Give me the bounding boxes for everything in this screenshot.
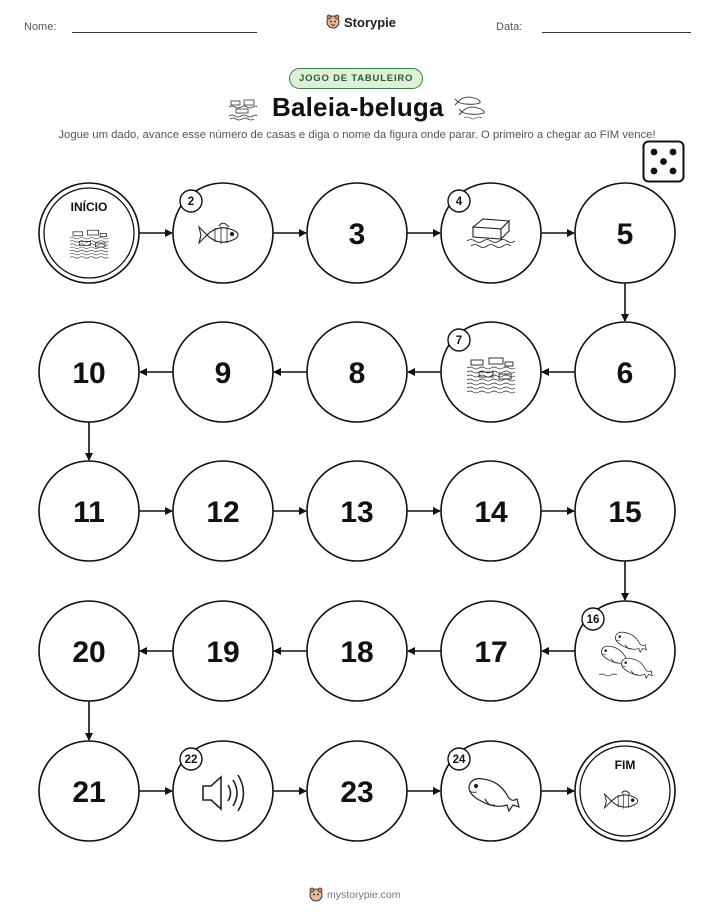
end-label: FIM: [614, 758, 636, 772]
board-space-17: [441, 601, 541, 701]
space-number: 6: [616, 357, 634, 390]
storypie-mascot-icon: [309, 887, 323, 903]
board-space-23: [307, 741, 407, 841]
board-space-6: [575, 322, 675, 422]
board-space-4: [441, 183, 541, 283]
board-space-13: [307, 461, 407, 561]
start-label: INÍCIO: [70, 200, 108, 214]
board-space-21: [39, 741, 139, 841]
board-space-7: [441, 322, 541, 422]
board-space-22: [173, 741, 273, 841]
board-space-18: [307, 601, 407, 701]
space-number: 19: [206, 636, 240, 669]
space-number: 9: [214, 357, 232, 390]
footer-url: mystorypie.com: [327, 889, 401, 901]
space-number-badge: 22: [184, 754, 198, 766]
space-number: 15: [608, 496, 642, 529]
brand-name: Storypie: [344, 14, 397, 30]
board-space-11: [39, 461, 139, 561]
space-number-badge: 7: [455, 335, 463, 347]
board-space-3: [307, 183, 407, 283]
board-space-25: [575, 741, 675, 841]
space-number: 3: [348, 218, 366, 251]
space-number: 12: [206, 496, 240, 529]
space-number: 13: [340, 496, 374, 529]
space-number: 14: [474, 496, 508, 529]
footer-brand: [309, 887, 401, 903]
board-space-9: [173, 322, 273, 422]
board-space-2: [173, 183, 273, 283]
board-space-1: [39, 183, 139, 283]
space-number: 11: [73, 496, 105, 529]
page-title: Baleia-beluga: [272, 92, 444, 122]
instructions: Jogue um dado, avance esse número de casas e diga o nome da figura onde parar. O primeiro a chegar ao FIM vence!: [58, 129, 656, 141]
board-space-12: [173, 461, 273, 561]
space-number-badge: 24: [452, 754, 466, 766]
space-number: 17: [474, 636, 508, 669]
game-type-badge: JOGO DE TABULEIRO: [289, 68, 423, 89]
board-space-8: [307, 322, 407, 422]
space-number: 21: [72, 776, 106, 809]
board-space-10: [39, 322, 139, 422]
board-space-19: [173, 601, 273, 701]
space-number-badge: 4: [455, 196, 463, 208]
board-space-20: [39, 601, 139, 701]
space-number: 18: [340, 636, 374, 669]
name-label: Nome:: [24, 21, 57, 33]
space-number: 8: [348, 357, 366, 390]
board-space-5: [575, 183, 675, 283]
space-number: 20: [72, 636, 106, 669]
space-number: 10: [72, 357, 106, 390]
space-number: 23: [340, 776, 374, 809]
space-number-badge: 16: [586, 614, 600, 626]
board-space-14: [441, 461, 541, 561]
space-number-badge: 2: [187, 196, 195, 208]
board-space-24: [441, 741, 541, 841]
space-number: 5: [616, 218, 634, 251]
board-space-15: [575, 461, 675, 561]
board-space-16: [575, 601, 675, 701]
date-label: Data:: [496, 21, 523, 33]
